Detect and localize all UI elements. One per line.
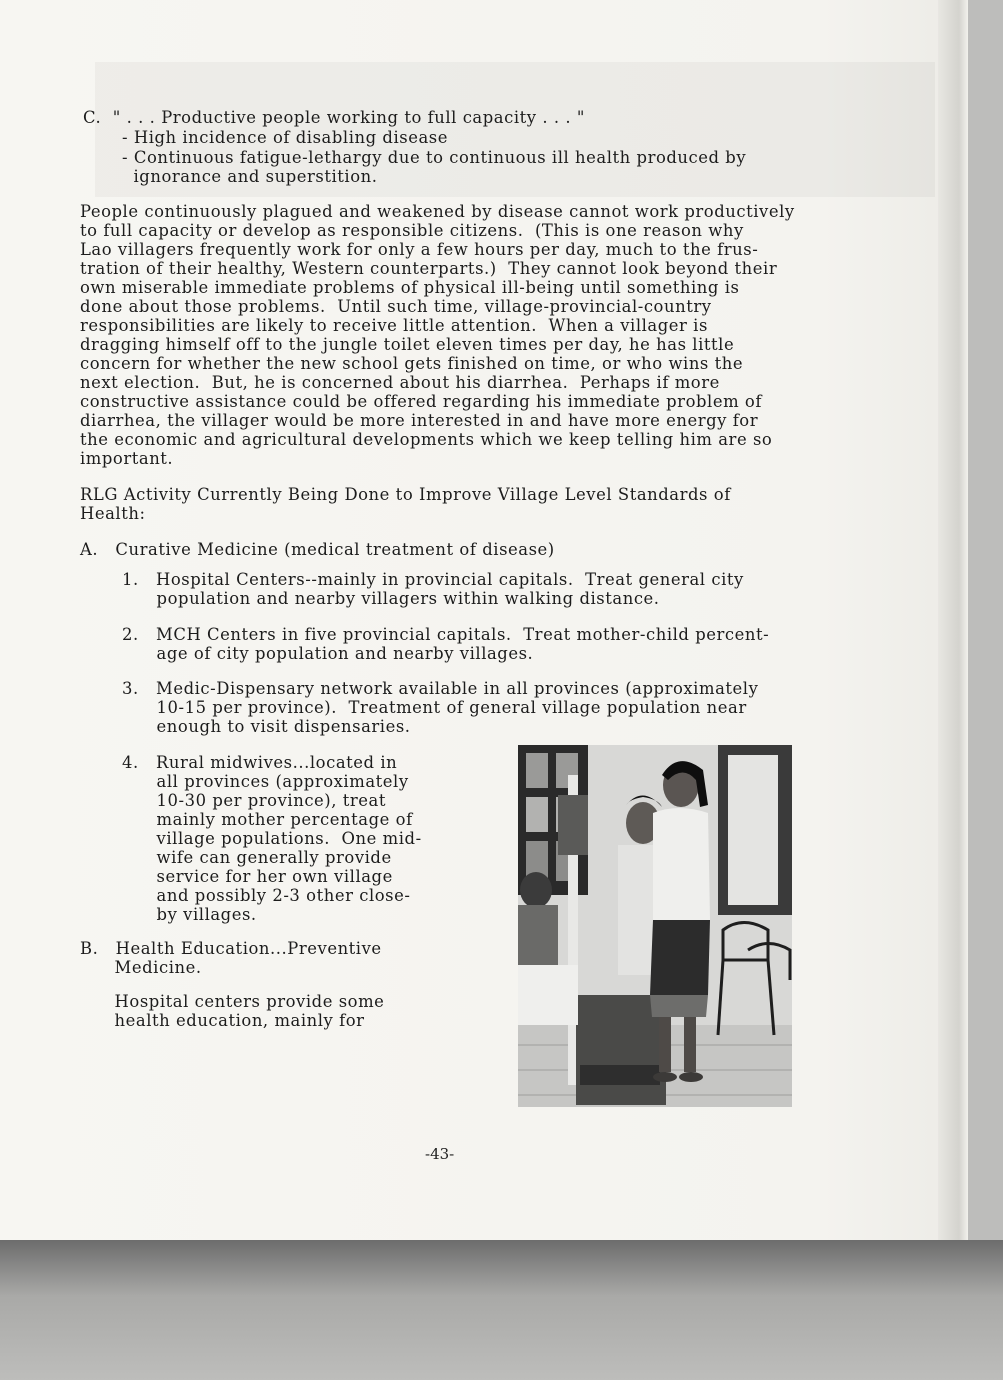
paragraph-line: constructive assistance could be offered regarding his immediate problem of: [80, 392, 762, 411]
list-item-line: age of city population and nearby villages.: [122, 644, 534, 663]
section-c-heading: C. " . . . Productive people working to full capacity . . . ": [83, 108, 586, 127]
rlg-heading: Health:: [80, 504, 146, 523]
scan-shadow: [0, 1240, 1003, 1380]
list-item-line: and possibly 2-3 other close-: [122, 886, 411, 905]
section-b-text: health education, mainly for: [80, 1011, 365, 1030]
paragraph-line: concern for whether the new school gets finished on time, or who wins the: [80, 354, 744, 373]
photo-midwife-scale: [518, 745, 792, 1107]
list-item-line: mainly mother percentage of: [122, 810, 413, 829]
list-item-line: 10-15 per province). Treatment of general village population near: [122, 698, 747, 717]
rlg-heading: RLG Activity Currently Being Done to Improve Village Level Standards of: [80, 485, 731, 504]
section-c-bullet: - High incidence of disabling disease: [122, 128, 448, 147]
list-item-line: wife can generally provide: [122, 848, 392, 867]
list-item-line: village populations. One mid-: [122, 829, 422, 848]
section-c-bullet: ignorance and superstition.: [122, 167, 378, 186]
list-item-line: 1. Hospital Centers--mainly in provincial capitals. Treat general city: [122, 570, 744, 589]
list-item-line: by villages.: [122, 905, 257, 924]
list-item-line: enough to visit dispensaries.: [122, 717, 411, 736]
section-a-heading: A. Curative Medicine (medical treatment of disease): [80, 540, 555, 559]
list-item-line: service for her own village: [122, 867, 393, 886]
list-item-line: all provinces (approximately: [122, 772, 409, 791]
paragraph-line: responsibilities are likely to receive little attention. When a villager is: [80, 316, 708, 335]
paragraph-line: to full capacity or develop as responsible citizens. (This is one reason why: [80, 221, 744, 240]
paragraph-line: own miserable immediate problems of physical ill-being until something is: [80, 278, 740, 297]
section-c-bullet: - Continuous fatigue-lethargy due to continuous ill health produced by: [122, 148, 747, 167]
paragraph-line: diarrhea, the villager would be more interested in and have more energy for: [80, 411, 759, 430]
list-item-line: 10-30 per province), treat: [122, 791, 386, 810]
paragraph-line: important.: [80, 449, 174, 468]
page-number: -43-: [425, 1145, 455, 1163]
list-item-line: 2. MCH Centers in five provincial capitals. Treat mother-child percent-: [122, 625, 770, 644]
paragraph-line: the economic and agricultural developments which we keep telling him are so: [80, 430, 773, 449]
paragraph-line: Lao villagers frequently work for only a few hours per day, much to the frus-: [80, 240, 759, 259]
page-edge: [938, 0, 968, 1240]
paragraph-line: done about those problems. Until such time, village-provincial-country: [80, 297, 712, 316]
list-item-line: 4. Rural midwives...located in: [122, 753, 398, 772]
list-item-line: population and nearby villagers within walking distance.: [122, 589, 660, 608]
section-b-text: Hospital centers provide some: [80, 992, 385, 1011]
paragraph-line: People continuously plagued and weakened by disease cannot work productively: [80, 202, 795, 221]
section-b-heading: Medicine.: [80, 958, 202, 977]
paragraph-line: next election. But, he is concerned about his diarrhea. Perhaps if more: [80, 373, 720, 392]
list-item-line: 3. Medic-Dispensary network available in all provinces (approximately: [122, 679, 759, 698]
paragraph-line: tration of their healthy, Western counterparts.) They cannot look beyond their: [80, 259, 778, 278]
paragraph-line: dragging himself off to the jungle toilet eleven times per day, he has little: [80, 335, 735, 354]
section-b-heading: B. Health Education...Preventive: [80, 939, 382, 958]
